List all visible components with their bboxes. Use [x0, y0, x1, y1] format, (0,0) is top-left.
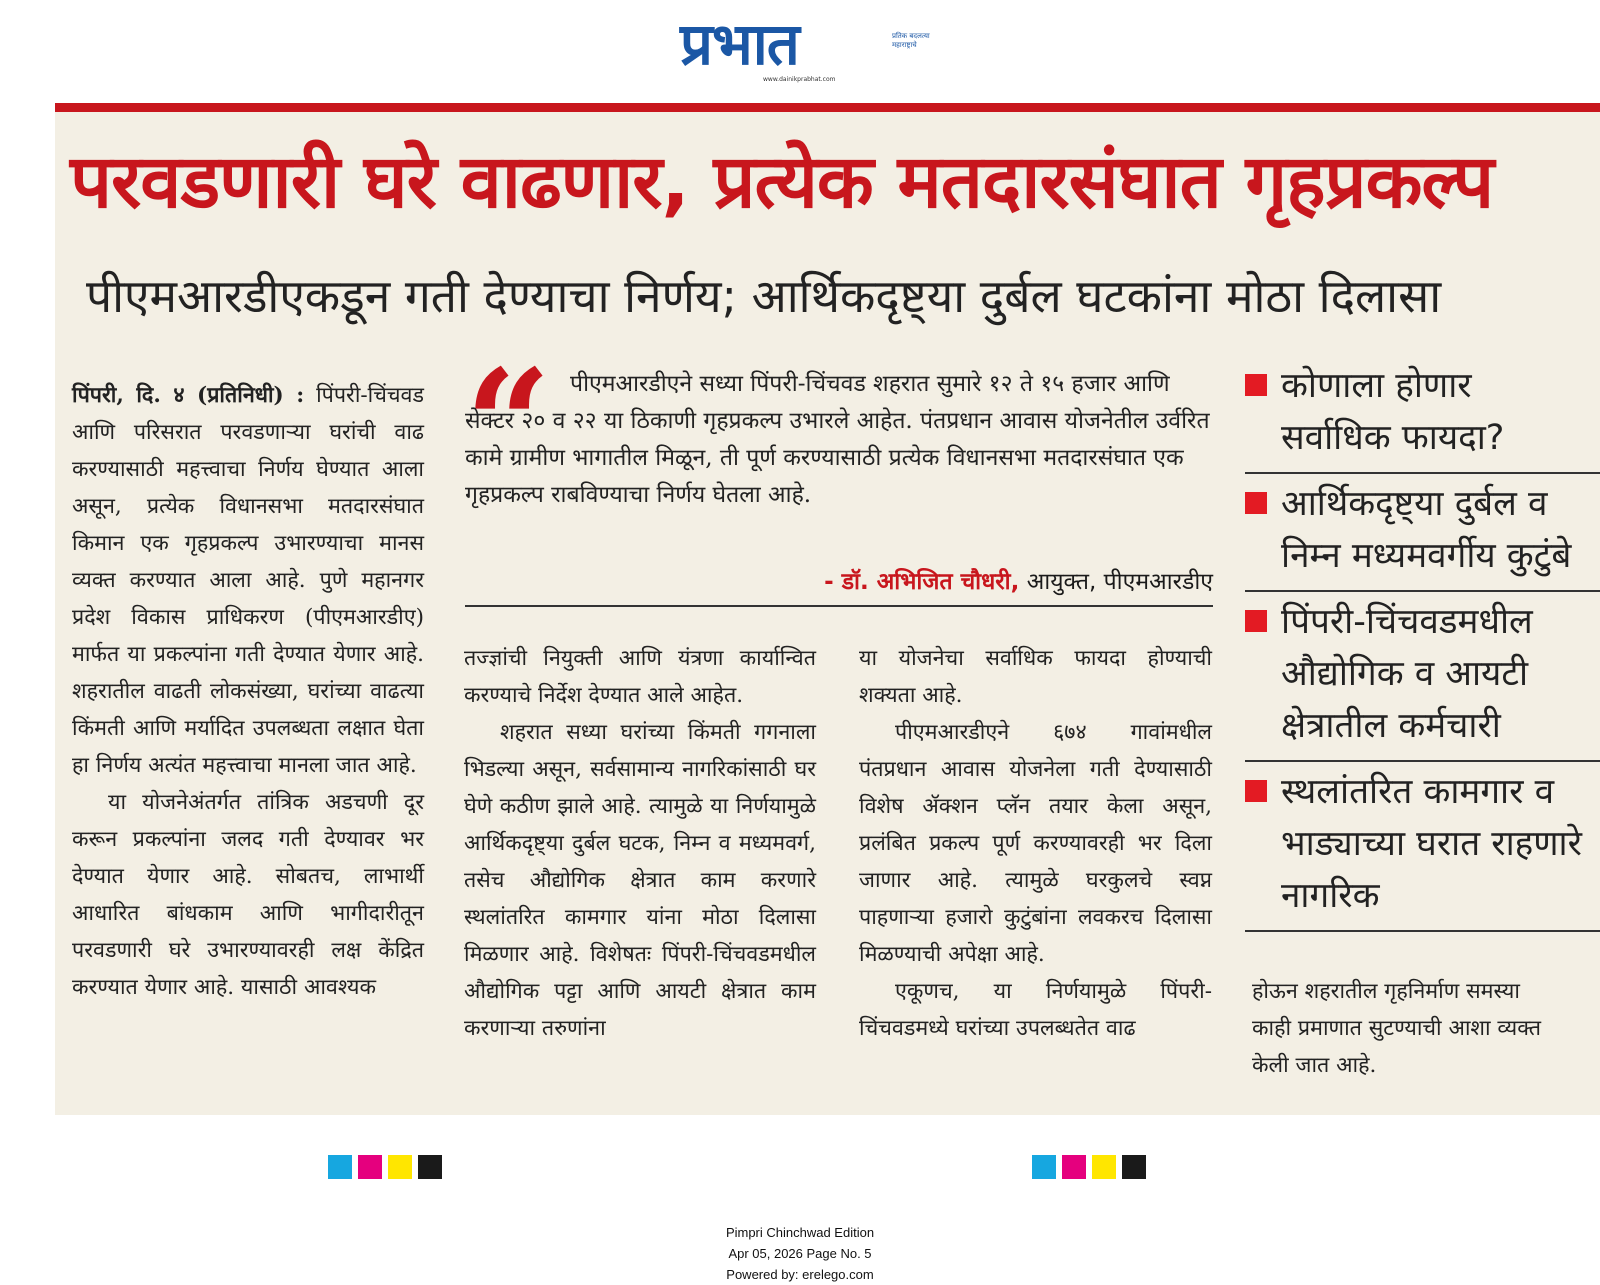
square-bullet-icon [1245, 374, 1267, 396]
square-bullet-icon [1245, 780, 1267, 802]
magenta-swatch [1062, 1155, 1086, 1179]
sidebar-item [1245, 592, 1600, 762]
square-bullet-icon [1245, 610, 1267, 632]
paragraph: तज्ज्ञांची नियुक्ती आणि यंत्रणा कार्यान्वित करण्याचे निर्देश देण्यात आले आहेत. [464, 646, 816, 708]
paragraph: शहरात सध्या घरांच्या किंमती गगनाला भिडल्या असून, सर्वसामान्य नागरिकांसाठी घर घेणे कठीण झाले आहे. त्यामुळे या निर्णयामुळे आर्थिकदृष्ट्या दुर्बल घटक, निम्न व मध्यमवर्ग, तसेच औद्योगिक क्षेत्रात काम करणारे स्थलांतरित कामगार यांना मोठा दिलासा मिळणार आहे. विशेषतः पिंपरी-चिंचवडमधील औद्योगिक पट्टा आणि आयटी क्षेत्रात काम करणाऱ्या तरुणांना [464, 720, 816, 1041]
square-bullet-icon [1245, 492, 1267, 514]
registration-swatches-right [1032, 1155, 1152, 1179]
yellow-swatch [388, 1155, 412, 1179]
dateline: पिंपरी, दि. ४ (प्रतिनिधी) : [72, 383, 305, 408]
paragraph: या योजनेचा सर्वाधिक फायदा होण्याची शक्यता आहे. [859, 646, 1212, 708]
black-swatch [418, 1155, 442, 1179]
edition-date-page: Apr 05, 2026 Page No. 5 [728, 1246, 872, 1261]
sidebar-item [1245, 762, 1600, 932]
paragraph-line: होऊन शहरातील गृहनिर्माण समस्या [1252, 979, 1520, 1004]
newspaper-logo[interactable]: प्रभात [680, 10, 799, 78]
paragraph: पिंपरी-चिंचवड आणि परिसरात परवडणाऱ्या घरांची वाढ करण्यासाठी महत्त्वाचा निर्णय घेण्यात आला असून, प्रत्येक विधानसभा मतदारसंघात किमान एक गृहप्रकल्प उभारण्याचा मानस व्यक्त करण्यात आला आहे. पुणे महानगर प्रदेश विकास प्राधिकरण (पीएमआरडीए) मार्फत या प्रकल्पांना गती देण्यात येणार आहे. शहरातील वाढती लोकसंख्या, घरांच्या वाढत्या किंमती आणि मर्यादित उपलब्धता लक्षात घेता हा निर्णय अत्यंत महत्त्वाचा मानला जात आहे. [72, 383, 425, 778]
quote-attribution [824, 564, 1213, 601]
page-footer [640, 1222, 960, 1285]
quote-author-title: आयुक्त, पीएमआरडीए [1026, 569, 1213, 595]
sidebar-item-label: आर्थिकदृष्ट्या दुर्बल व निम्न मध्यमवर्गीय कुटुंबे [1281, 484, 1572, 576]
logo-url: www.dainikprabhat.com [763, 76, 836, 83]
cyan-swatch [328, 1155, 352, 1179]
article-headline: परवडणारी घरे वाढणार, प्रत्येक मतदारसंघात गृहप्रकल्प [70, 139, 1494, 225]
article-column-4 [1252, 973, 1600, 1084]
article-column-1 [72, 377, 424, 1006]
magenta-swatch [358, 1155, 382, 1179]
logo-tagline: प्रतिक बदलत्या महाराष्ट्राचे [892, 32, 930, 49]
quote-text: पीएमआरडीएने सध्या पिंपरी-चिंचवड शहरात सुमारे १२ ते १५ हजार आणि सेक्टर २० व २२ या ठिकाणी गृहप्रकल्प उभारले आहेत. पंतप्रधान आवास योजनेतील उर्वरित कामे ग्रामीण भागातील मिळून, ती पूर्ण करण्यासाठी प्रत्येक विधानसभा मतदारसंघात एक गृहप्रकल्प राबविण्याचा निर्णय घेतला आहे. [465, 371, 1210, 508]
edition-name: Pimpri Chinchwad Edition [725, 1225, 875, 1240]
quote-author-name: - डॉ. अभिजित चौधरी, [824, 569, 1020, 595]
header-red-rule [55, 103, 1600, 112]
paragraph-line: केली जात आहे. [1252, 1053, 1377, 1078]
article-column-3 [859, 640, 1212, 1047]
article-subheadline: पीएमआरडीएकडून गती देण्याचा निर्णय; आर्थिकदृष्ट्या दुर्बल घटकांना मोठा दिलासा [86, 269, 1442, 323]
paragraph: या योजनेअंतर्गत तांत्रिक अडचणी दूर करून प्रकल्पांना जलद गती देण्यावर भर देण्यात येणार आहे. सोबतच, लाभार्थी आधारित बांधकाम आणि भागीदारीतून परवडणारी घरे उभारण्यावरही लक्ष केंद्रित करण्यात येणार आहे. यासाठी आवश्यक [72, 790, 424, 1000]
paragraph-line: काही प्रमाणात सुटण्याची आशा व्यक्त [1252, 1016, 1542, 1041]
paragraph: एकूणच, या निर्णयामुळे पिंपरी-चिंचवडमध्ये घरांच्या उपलब्धतेत वाढ [859, 979, 1212, 1041]
paragraph: पीएमआरडीएने ६७४ गावांमधील पंतप्रधान आवास योजनेला गती देण्यासाठी विशेष ॲक्शन प्लॅन तयार केला असून, प्रलंबित प्रकल्प पूर्ण करण्यावरही भर दिला जाणार आहे. त्यामुळे घरकुलचे स्वप्न पाहणाऱ्या हजारो कुटुंबांना लवकरच दिलासा मिळण्याची अपेक्षा आहे. [859, 720, 1212, 967]
yellow-swatch [1092, 1155, 1116, 1179]
article-column-2 [464, 640, 816, 1047]
beneficiaries-sidebar [1245, 356, 1600, 932]
sidebar-item-label: स्थलांतरित कामगार व भाड्याच्या घरात राहणारे नागरिक [1281, 772, 1582, 916]
registration-swatches-left [328, 1155, 448, 1179]
black-swatch [1122, 1155, 1146, 1179]
cyan-swatch [1032, 1155, 1056, 1179]
quote-divider [465, 605, 1213, 607]
sidebar-item [1245, 474, 1600, 592]
quote-mark-icon: “ [465, 337, 552, 513]
powered-by-link[interactable]: Powered by: erelego.com [726, 1267, 874, 1282]
masthead [0, 0, 1600, 100]
sidebar-item [1245, 356, 1600, 474]
sidebar-item-label: पिंपरी-चिंचवडमधील औद्योगिक व आयटी क्षेत्रातील कर्मचारी [1281, 602, 1533, 746]
sidebar-item-label: कोणाला होणार सर्वाधिक फायदा? [1281, 366, 1505, 458]
